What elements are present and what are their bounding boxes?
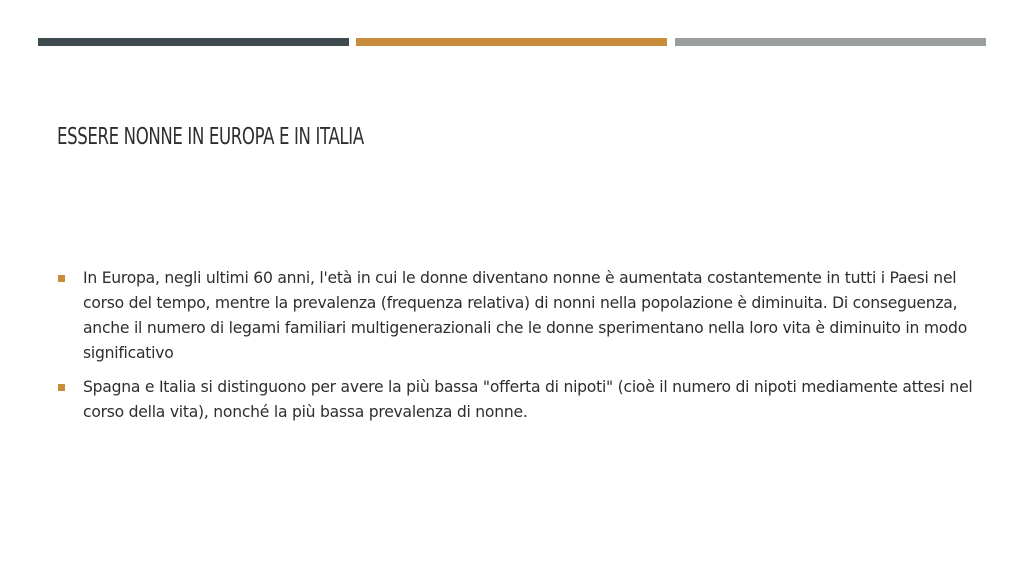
bullet-text: In Europa, negli ultimi 60 anni, l'età in cui le donne diventano nonne è aumentata costantemente in tutti i Paesi nel corso del tempo, mentre la prevalenza (frequenza relativa) di nonni nella popolazione è diminuita. Di conseguenza, anche il numero di legami familiari multigenerazionali che le donne sperimentano nella loro vita è diminuito in modo significativo [83, 269, 967, 362]
bullet-text: Spagna e Italia si distinguono per avere la più bassa "offerta di nipoti" (cioè il numero di nipoti mediamente attesi nel corso della vita), nonché la più bassa prevalenza di nonne. [83, 378, 973, 421]
slide-title: ESSERE NONNE IN EUROPA E IN ITALIA [57, 124, 364, 150]
bullet-item [57, 375, 977, 425]
square-bullet-icon [58, 275, 65, 282]
bullet-item [57, 266, 977, 366]
header-bar-light [675, 38, 986, 46]
header-bar-accent [356, 38, 667, 46]
bullet-list [57, 266, 977, 434]
header-bar-dark [38, 38, 349, 46]
square-bullet-icon [58, 384, 65, 391]
